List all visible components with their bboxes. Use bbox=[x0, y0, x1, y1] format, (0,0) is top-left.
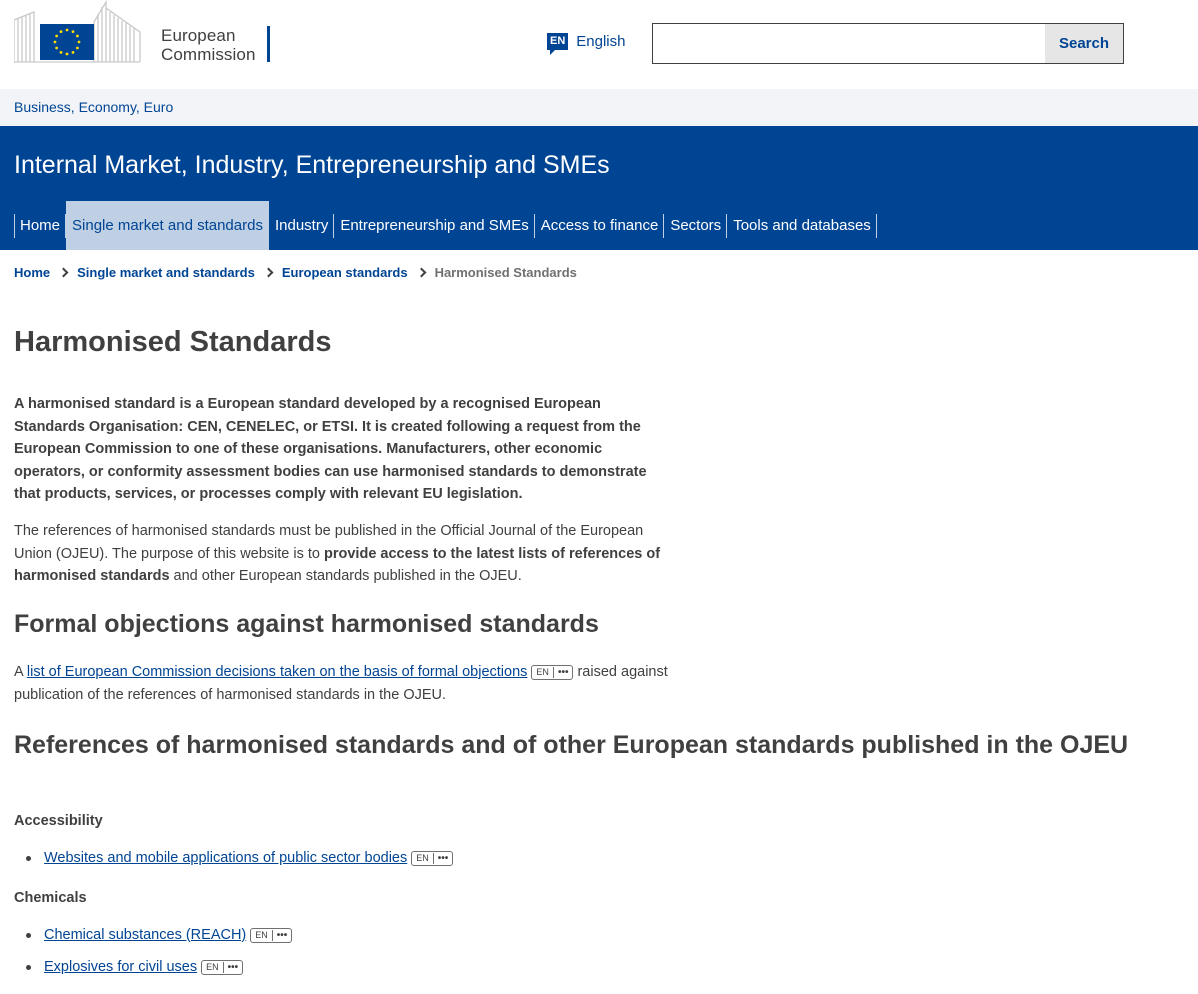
breadcrumb-single-market[interactable]: Single market and standards bbox=[77, 265, 255, 280]
more-languages-icon: ••• bbox=[433, 853, 449, 864]
european-commission-logo[interactable] bbox=[14, 0, 259, 64]
objections-text-a: A bbox=[14, 664, 27, 680]
logo-line-2: Commission bbox=[161, 45, 256, 64]
language-badge[interactable] bbox=[250, 928, 292, 943]
breadcrumb-current: Harmonised Standards bbox=[434, 265, 577, 280]
language-icon: EN bbox=[547, 33, 568, 50]
band-link-business-economy-euro[interactable]: Business, Economy, Euro bbox=[14, 99, 174, 115]
language-badge[interactable] bbox=[201, 960, 243, 975]
more-languages-icon: ••• bbox=[272, 930, 288, 941]
main-nav bbox=[14, 201, 877, 250]
search-button[interactable]: Search bbox=[1045, 24, 1123, 63]
formal-objections-link[interactable]: list of European Commission decisions taken on the basis of formal objections bbox=[26, 664, 528, 680]
more-languages-icon: ••• bbox=[223, 962, 239, 973]
list-item bbox=[26, 959, 243, 975]
section-title-accessibility: Accessibility bbox=[14, 813, 103, 829]
language-label: English bbox=[576, 33, 626, 50]
breadcrumb bbox=[14, 265, 577, 280]
search-input[interactable] bbox=[653, 24, 1045, 63]
language-badge[interactable] bbox=[411, 851, 453, 866]
section-title-chemicals: Chemicals bbox=[14, 890, 87, 906]
nav-item-access-to-finance[interactable]: Access to finance bbox=[535, 201, 665, 250]
objections-paragraph bbox=[14, 661, 674, 706]
language-badge[interactable] bbox=[531, 665, 573, 680]
link-chemical-substances-reach[interactable]: Chemical substances (REACH) bbox=[44, 927, 247, 943]
badge-lang: EN bbox=[536, 667, 549, 677]
site-title-bar bbox=[0, 126, 1198, 250]
nav-item-tools-databases[interactable]: Tools and databases bbox=[727, 201, 877, 250]
search-form bbox=[652, 23, 1124, 64]
breadcrumb-european-standards[interactable]: European standards bbox=[281, 265, 408, 280]
chevron-right-icon bbox=[59, 268, 69, 278]
bullet bbox=[26, 965, 31, 970]
badge-lang: EN bbox=[206, 962, 219, 972]
badge-lang: EN bbox=[416, 853, 429, 863]
ojeu-paragraph bbox=[14, 520, 674, 588]
ojeu-text-c: and other European standards published in the OJEU. bbox=[169, 568, 522, 584]
chevron-right-icon bbox=[263, 268, 273, 278]
bullet bbox=[26, 933, 31, 938]
logo-line-1: European bbox=[161, 26, 236, 45]
intro-paragraph: A harmonised standard is a European standard developed by a recognised European Standards Organisation: CEN, CENELEC, or ETSI. It is created following a request from the European Commission to one of these organisations. Manufacturers, other economic operators, or conformity assessment bodies can use harmonised standards to demonstrate that products, services, or processes comply with relevant EU legislation. bbox=[14, 396, 647, 502]
nav-item-sectors[interactable]: Sectors bbox=[664, 201, 727, 250]
page-title: Harmonised Standards bbox=[14, 326, 332, 358]
eu-flag-icon bbox=[14, 0, 144, 64]
list-item bbox=[26, 850, 453, 866]
site-header bbox=[0, 0, 1198, 89]
site-band bbox=[0, 89, 1198, 126]
breadcrumb-home[interactable]: Home bbox=[14, 265, 51, 280]
site-title: Internal Market, Industry, Entrepreneurship and SMEs bbox=[14, 151, 610, 179]
logo-divider bbox=[267, 26, 270, 62]
language-selector[interactable] bbox=[547, 33, 625, 50]
nav-item-industry[interactable]: Industry bbox=[269, 201, 334, 250]
nav-item-entrepreneurship[interactable]: Entrepreneurship and SMEs bbox=[334, 201, 534, 250]
nav-item-home[interactable]: Home bbox=[14, 201, 66, 250]
heading-references: References of harmonised standards and of other European standards published in the OJEU bbox=[14, 731, 1129, 759]
more-languages-icon: ••• bbox=[553, 667, 569, 678]
objections-text-c: raised against publication of the references of harmonised standards in the OJEU. bbox=[14, 664, 668, 703]
list-item bbox=[26, 927, 292, 943]
ojeu-text-a: The references of harmonised standards must be published in the Official Journal of the European Union (OJEU). The purpose of this website is to bbox=[14, 523, 644, 562]
chevron-right-icon bbox=[416, 268, 426, 278]
bullet bbox=[26, 856, 31, 861]
badge-lang: EN bbox=[255, 930, 268, 940]
heading-formal-objections: Formal objections against harmonised standards bbox=[14, 610, 599, 638]
link-explosives-civil-uses[interactable]: Explosives for civil uses bbox=[44, 959, 198, 975]
ojeu-text-bold: provide access to the latest lists of references of harmonised standards bbox=[14, 545, 661, 584]
nav-item-single-market[interactable]: Single market and standards bbox=[66, 201, 269, 250]
logo-wordmark bbox=[161, 26, 256, 64]
link-websites-mobile-apps[interactable]: Websites and mobile applications of public sector bodies bbox=[44, 850, 408, 866]
